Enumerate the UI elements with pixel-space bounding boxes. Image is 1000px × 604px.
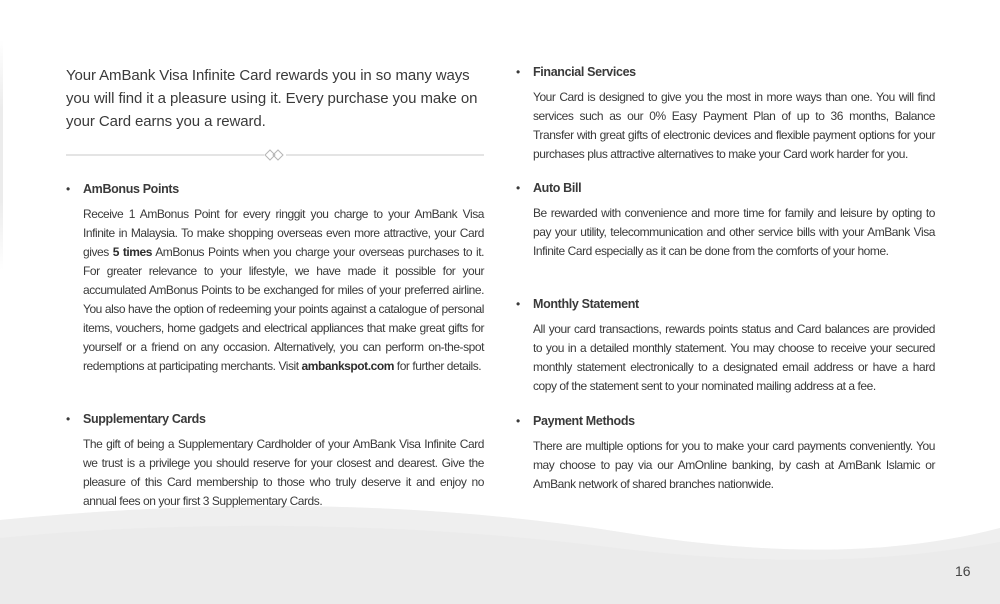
section-title: Supplementary Cards [83, 412, 206, 426]
emphasis-text: 5 times [112, 245, 152, 259]
section-title: AmBonus Points [83, 182, 179, 196]
section-body: There are multiple options for you to make your card payments conveniently. You may choose to pay via our AmOnline banking, by cash at AmBank Islamic or AmBank network of shared branches nationwide. [533, 439, 935, 491]
ornament-divider [66, 148, 484, 162]
section-title: Financial Services [533, 65, 636, 79]
section-title: Auto Bill [533, 181, 582, 195]
section-body: Your Card is designed to give you the most in more ways than one. You will find services such as our 0% Easy Payment Plan of up to 36 months, Balance Transfer with great gifts of electronic devices and flexible payment options for your purchases plus attractive alternatives to make your Card work harder for you. [533, 90, 935, 161]
bullet-icon: • [516, 414, 521, 428]
bullet-icon: • [516, 181, 521, 195]
section-body: The gift of being a Supplementary Cardholder of your AmBank Visa Infinite Card we trust is a privilege you should reserve for your closest and dearest. Give the pleasure of this Card membership to those who truly deserve it and enjoy no annual fees on your first 3 Supplementary Cards. [83, 437, 484, 508]
financial-services-section [516, 65, 935, 164]
auto-bill-section [516, 181, 935, 261]
page-edge-shadow [0, 40, 3, 270]
section-body: Receive 1 AmBonus Point for every ringgit you charge to your AmBank Visa Infinite in Malaysia. To make shopping overseas even more attractive, your Card gives 5 times AmBonus Points when you charge your overseas purchases to it. For greater relevance to your lifestyle, we have made it possible for your accumulated AmBonus Points to be exchanged for miles of your preferred airline. You also have the option of redeeming your points against a catalogue of personal items, vouchers, home gadgets and electrical appliances that make great gifts for yourself or a friend on any occasion. Alternatively, you can perform on-the-spot redemptions at participating merchants. Visit ambankspot.com for further details. [83, 207, 484, 373]
supplementary-cards-section [66, 412, 484, 511]
bullet-icon: • [516, 297, 521, 311]
bullet-icon: • [66, 182, 71, 196]
website-link-text: ambankspot.com [301, 359, 394, 373]
bullet-icon: • [516, 65, 521, 79]
intro-paragraph: Your AmBank Visa Infinite Card rewards you in so many ways you will find it a pleasure using it. Every purchase you make on your Card earns you a reward. [66, 67, 478, 130]
bullet-icon: • [66, 412, 71, 426]
monthly-statement-section [516, 297, 935, 396]
section-body: All your card transactions, rewards points status and Card balances are provided to you in a detailed monthly statement. You may choose to receive your secured monthly statement electronically to a designated email address or have a hard copy of the statement sent to your nominated mailing address at a fee. [533, 322, 935, 393]
section-title: Monthly Statement [533, 297, 639, 311]
section-title: Payment Methods [533, 414, 635, 428]
ambonus-points-section [66, 182, 484, 376]
payment-methods-section [516, 414, 935, 494]
page-number: 16 [955, 563, 971, 579]
section-body: Be rewarded with convenience and more time for family and leisure by opting to pay your utility, telecommunication and other service bills with your AmBank Visa Infinite Card especially as it can be done from the comforts of your home. [533, 206, 935, 258]
